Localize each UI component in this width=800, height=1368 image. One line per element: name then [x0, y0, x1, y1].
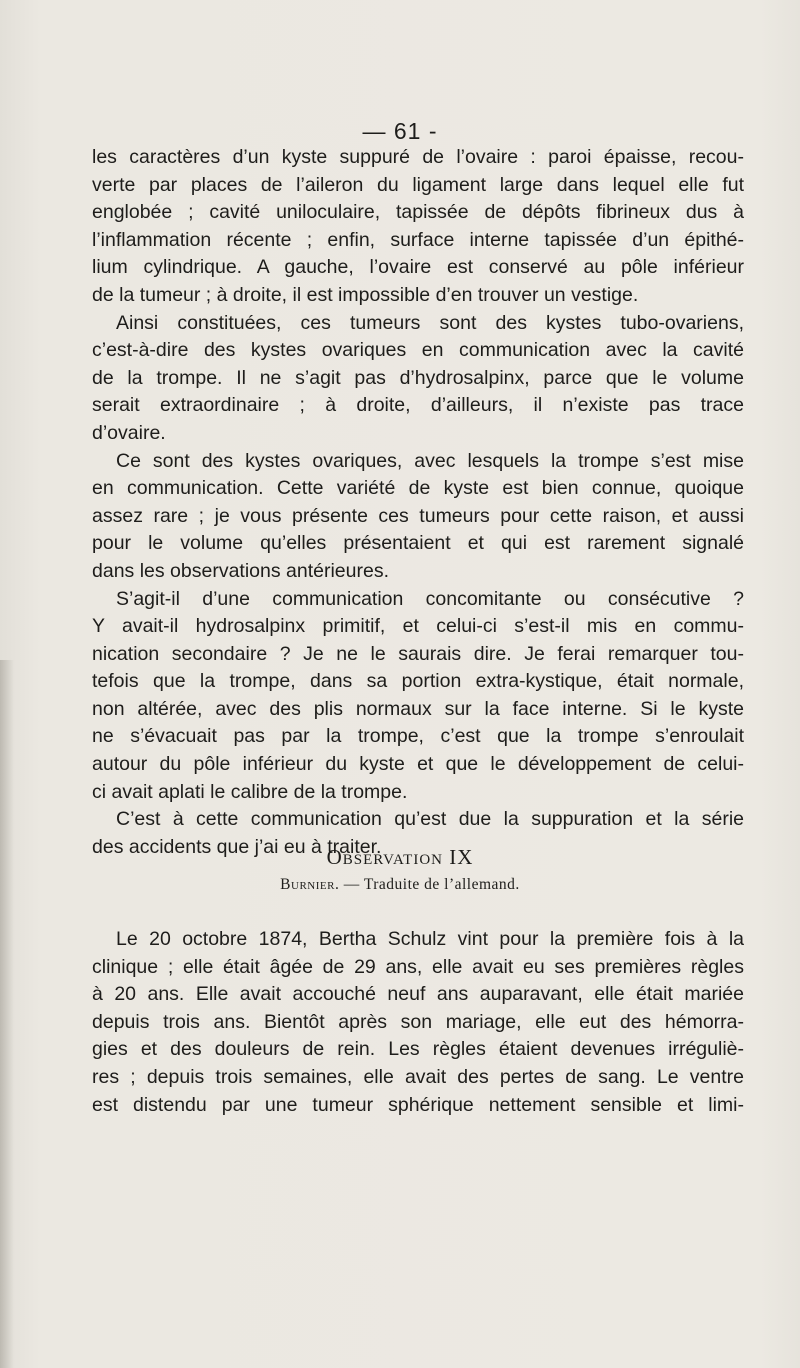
text-line: verte par places de l’aileron du ligament large dans lequel elle fut: [92, 173, 744, 196]
observation-source: — Traduite de l’allemand.: [339, 876, 520, 893]
text-line: ci avait aplati le calibre de la trompe.: [92, 780, 408, 803]
text-line: tefois que la trompe, dans sa portion extra-kystique, était normale,: [92, 670, 744, 693]
text-line: res ; depuis trois semaines, elle avait des pertes de sang. Le ventre: [92, 1065, 744, 1088]
text-line: Le 20 octobre 1874, Bertha Schulz vint pour la première fois à la: [116, 928, 744, 950]
text-block-bottom: [92, 926, 744, 1119]
text-line: c’est-à-dire des kystes ovariques en communication avec la cavité: [92, 339, 744, 362]
observation-author: Burnier.: [280, 876, 340, 893]
text-line: depuis trois ans. Bientôt après son mariage, elle eut des hémorra-: [92, 1010, 744, 1033]
text-line: dans les observations antérieures.: [92, 559, 390, 582]
text-line: serait extraordinaire ; à droite, d’ailleurs, il n’existe pas trace: [92, 394, 744, 417]
text-line: autour du pôle inférieur du kyste et que le développement de celui-: [92, 753, 744, 776]
text-line: de la trompe. Il ne s’agit pas d’hydrosalpinx, parce que le volume: [92, 366, 744, 389]
text-line: les caractères d’un kyste suppuré de l’ovaire : paroi épaisse, recou-: [92, 146, 744, 168]
text-line: gies et des douleurs de rein. Les règles étaient devenues irréguliè-: [92, 1038, 744, 1061]
observation-byline: [0, 876, 800, 894]
text-line: pour le volume qu’elles présentaient et qui est rarement signalé: [92, 532, 744, 555]
text-line: d’ovaire.: [92, 421, 166, 444]
text-line: de la tumeur ; à droite, il est impossible d’en trouver un vestige.: [92, 283, 639, 306]
text-line: C’est à cette communication qu’est due la suppuration et la série: [116, 808, 744, 831]
text-line: non altérée, avec des plis normaux sur la face interne. Si le kyste: [92, 697, 744, 720]
text-line: nication secondaire ? Je ne le saurais dire. Je ferai remarquer tou-: [92, 642, 744, 665]
text-line: S’agit-il d’une communication concomitante ou consécutive ?: [116, 587, 744, 610]
text-line: assez rare ; je vous présente ces tumeurs pour cette raison, et aussi: [92, 504, 744, 527]
text-line: en communication. Cette variété de kyste est bien connue, quoique: [92, 477, 744, 500]
text-line: lium cylindrique. A gauche, l’ovaire est conservé au pôle inférieur: [92, 256, 744, 279]
text-line: Ainsi constituées, ces tumeurs sont des kystes tubo-ovariens,: [116, 311, 744, 334]
text-line: Ce sont des kystes ovariques, avec lesquels la trompe s’est mise: [116, 449, 744, 472]
text-line: des accidents que j’ai eu à traiter.: [92, 835, 382, 858]
text-line: ne s’évacuait pas par la trompe, c’est que la trompe s’enroulait: [92, 725, 744, 748]
page-number: — 61 -: [362, 118, 438, 144]
page-edge-shadow: [0, 660, 14, 1368]
text-line: à 20 ans. Elle avait accouché neuf ans auparavant, elle était mariée: [92, 983, 744, 1006]
text-line: est distendu par une tumeur sphérique nettement sensible et limi-: [92, 1093, 744, 1116]
text-line: clinique ; elle était âgée de 29 ans, elle avait eu ses premières règles: [92, 955, 744, 978]
text-block-top: [92, 144, 744, 861]
text-line: Y avait-il hydrosalpinx primitif, et celui-ci s’est-il mis en commu-: [92, 615, 744, 638]
observation-title: Observation IX: [326, 845, 474, 869]
text-line: l’inflammation récente ; enfin, surface interne tapissée d’un épithé-: [92, 228, 744, 251]
text-line: englobée ; cavité uniloculaire, tapissée de dépôts fibrineux dus à: [92, 201, 744, 224]
